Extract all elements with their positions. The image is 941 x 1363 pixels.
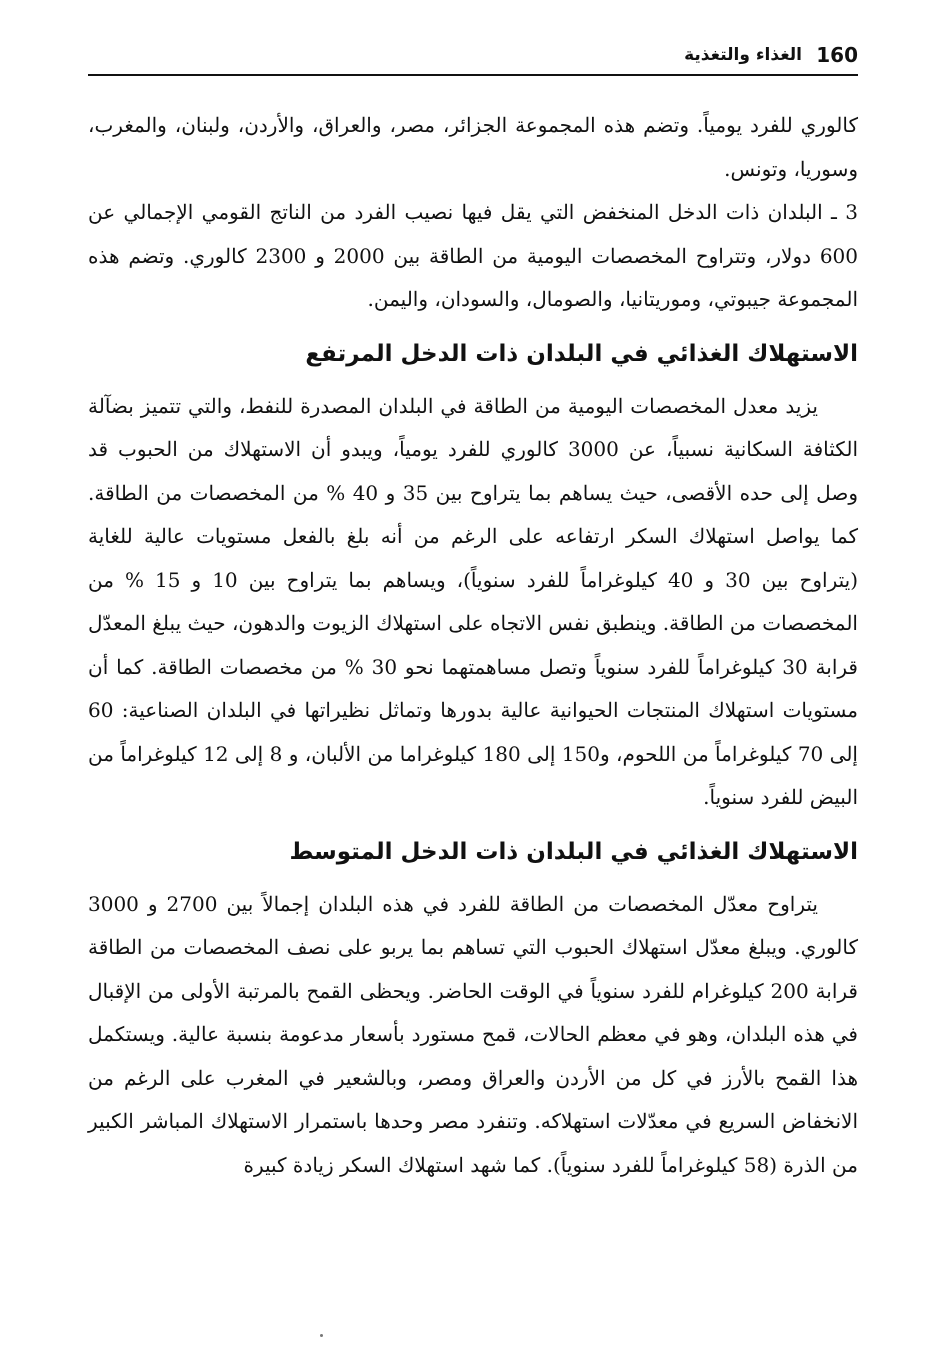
section-heading-high-income: الاستهلاك الغذائي في البلدان ذات الدخل المرتفع [305, 340, 858, 367]
running-title: الغذاء والتغذية [684, 45, 802, 65]
paragraph-intro-continued: كالوري للفرد يومياً. وتضم هذه المجموعة الجزائر، مصر، والعراق، والأردن، ولبنان، والمغرب، وسوريا، وتونس. [88, 113, 858, 181]
page-number: 160 [816, 43, 858, 67]
section-heading-middle-income: الاستهلاك الغذائي في البلدان ذات الدخل المتوسط [289, 838, 858, 865]
header-rule [88, 74, 858, 76]
paragraph-high-income: يزيد معدل المخصصات اليومية من الطاقة في البلدان المصدرة للنفط، والتي تتميز بضآلة الكثافة السكانية نسبياً، عن 3000 كالوري للفرد يومياً، ويبدو أن الاستهلاك من الحبوب قد وصل إلى حده الأقصى، حيث يساهم بما يتراوح بين 35 و 40 % من المخصصات من الطاقة. كما يواصل استهلاك السكر ارتفاعه على الرغم من أنه بلغ بالفعل مستويات عالية للغاية (يتراوح بين 30 و 40 كيلوغراماً للفرد سنوياً)، ويساهم بما يتراوح بين 10 و 15 % من المخصصات من الطاقة. وينطبق نفس الاتجاه على استهلاك الزيوت والدهون، حيث يبلغ المعدّل قرابة 30 كيلوغراماً للفرد سنوياً وتصل مساهمتهما نحو 30 % من مخصصات الطاقة. كما أن مستويات استهلاك المنتجات الحيوانية عالية بدورها وتماثل نظيراتها في البلدان الصناعية: 60 إلى 70 كيلوغراماً من اللحوم، و150 إلى 180 كيلوغراما من الألبان، و 8 إلى 12 كيلوغراماً من البيض للفرد سنوياً. [88, 393, 859, 809]
paragraph-low-income-group: 3 ـ البلدان ذات الدخل المنخفض التي يقل فيها نصيب الفرد من الناتج القومي الإجمالي عن 600 دولار، وتتراوح المخصصات اليومية من الطاقة بين 2000 و 2300 كالوري. وتضم هذه المجموعة جيبوتي، وموريتانيا، والصومال، والسودان، واليمن. [88, 200, 859, 311]
paragraph-middle-income: يتراوح معدّل المخصصات من الطاقة للفرد في هذه البلدان إجمالاً بين 2700 و 3000 كالوري. ويبلغ معدّل استهلاك الحبوب التي تساهم بما يربو على نصف المخصصات من الطاقة قرابة 200 كيلوغرام للفرد سنوياً في الوقت الحاضر. ويحظى القمح بالمرتبة الأولى من الإقبال في هذه البلدان، وهو في معظم الحالات، قمح مستورد بأسعار مدعومة بنسبة عالية. ويستكمل هذا القمح بالأرز في كل من الأردن والعراق ومصر، وبالشعير في المغرب على الرغم من الانخفاض السريع في معدّلات استهلاكه. وتنفرد مصر وحدها باستمرار الاستهلاك المباشر الكبير من الذرة (58 كيلوغراماً للفرد سنوياً). كما شهد استهلاك السكر زيادة كبيرة [88, 891, 858, 1177]
page-body [88, 104, 858, 1187]
scan-speck [320, 1334, 323, 1337]
running-header [88, 38, 858, 74]
